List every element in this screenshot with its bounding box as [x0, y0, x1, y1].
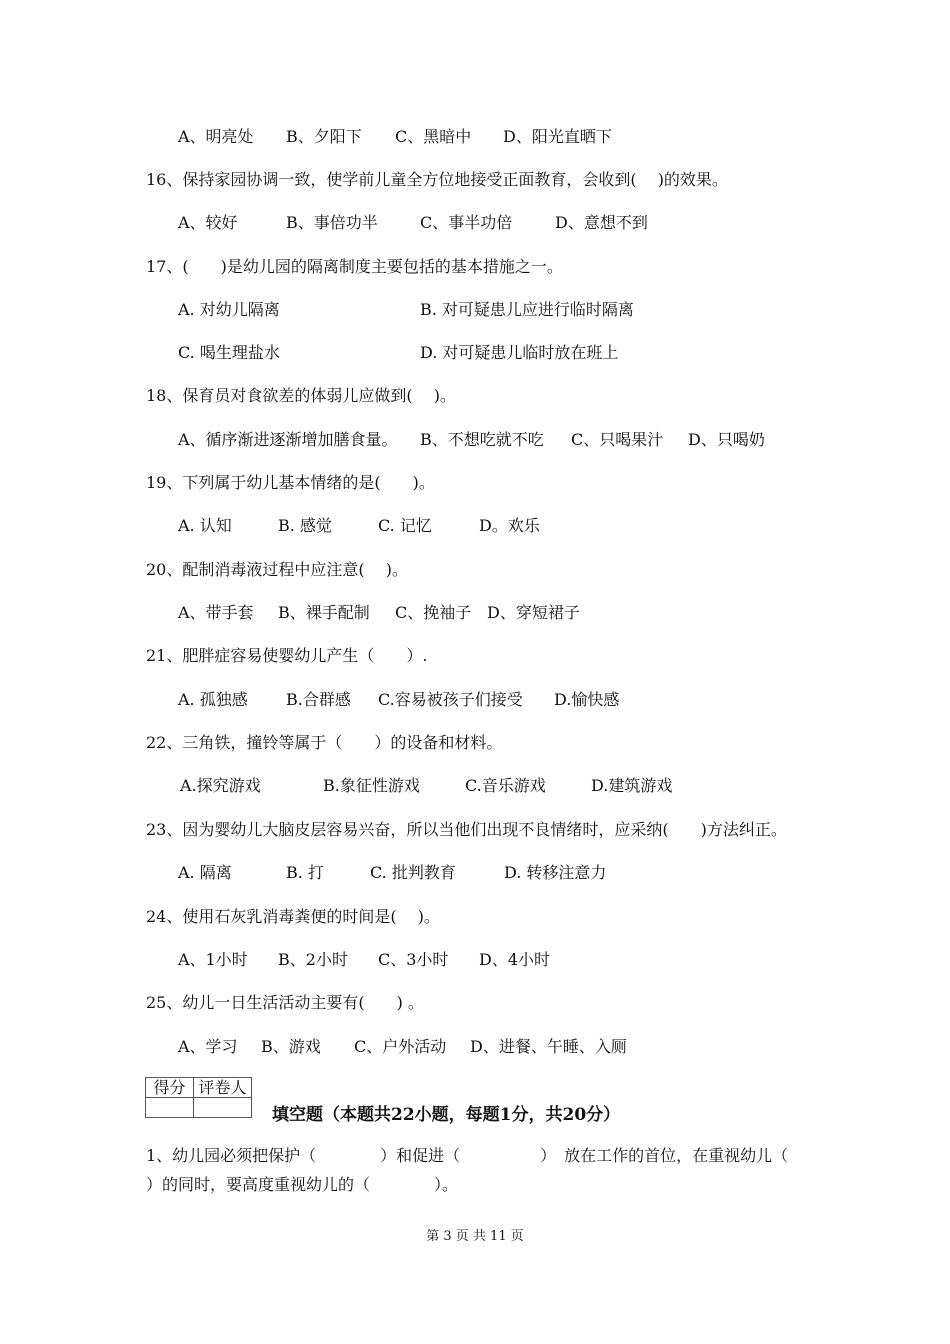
- q15-option-d: D、阳光直晒下: [503, 127, 612, 146]
- q24-option-c: C、3小时: [378, 950, 449, 969]
- score-header: 得分: [146, 1078, 194, 1098]
- q22-option-a: A.探究游戏: [180, 776, 261, 795]
- q16-stem: 16、保持家园协调一致，使学前儿童全方位地接受正面教育，会收到( )的效果。: [146, 170, 728, 189]
- q16-option-b: B、事倍功半: [286, 213, 378, 232]
- q21-option-c: C.容易被孩子们接受: [378, 690, 523, 709]
- q23-option-b: B. 打: [286, 863, 324, 882]
- q16-option-d: D、意想不到: [555, 213, 648, 232]
- q15-option-b: B、夕阳下: [286, 127, 362, 146]
- grader-cell: [194, 1098, 252, 1118]
- fill1-line2: ）的同时，要高度重视幼儿的（ ）。: [146, 1175, 459, 1194]
- q22-stem: 22、三角铁，撞铃等属于（ ）的设备和材料。: [146, 733, 503, 752]
- q20-option-d: D、穿短裙子: [487, 603, 580, 622]
- q25-option-c: C、户外活动: [354, 1037, 447, 1056]
- q24-stem: 24、使用石灰乳消毒粪便的时间是( )。: [146, 907, 440, 926]
- q18-option-c: C、只喝果汁: [571, 430, 664, 449]
- q23-stem: 23、因为婴幼儿大脑皮层容易兴奋，所以当他们出现不良情绪时，应采纳( )方法纠正。: [146, 820, 787, 839]
- q20-option-c: C、挽袖子: [395, 603, 472, 622]
- q17-option-a: A. 对幼儿隔离: [178, 300, 280, 319]
- q22-option-c: C.音乐游戏: [465, 776, 546, 795]
- fill1-line1: 1、幼儿园必须把保护（ ）和促进（ ） 放在工作的首位，在重视幼儿（: [146, 1146, 789, 1165]
- q17-option-b: B. 对可疑患儿应进行临时隔离: [420, 300, 634, 319]
- q18-option-b: B、不想吃就不吃: [420, 430, 544, 449]
- q18-option-a: A、循序渐进逐渐增加膳食量。: [178, 430, 398, 449]
- q25-option-b: B、游戏: [261, 1037, 321, 1056]
- q24-option-b: B、2小时: [278, 950, 348, 969]
- q15-option-a: A、明亮处: [178, 127, 254, 146]
- q22-option-b: B.象征性游戏: [323, 776, 420, 795]
- q20-option-a: A、带手套: [178, 603, 254, 622]
- q21-option-b: B.合群感: [286, 690, 351, 709]
- q21-option-d: D.愉快感: [554, 690, 620, 709]
- q20-option-b: B、裸手配制: [278, 603, 370, 622]
- q16-option-c: C、事半功倍: [420, 213, 513, 232]
- section-title: 填空题（本题共22小题，每题1分，共20分）: [272, 1105, 621, 1125]
- q17-option-c: C. 喝生理盐水: [178, 343, 280, 362]
- q22-option-d: D.建筑游戏: [591, 776, 673, 795]
- grader-header: 评卷人: [194, 1078, 252, 1098]
- score-table: [145, 1077, 252, 1118]
- q19-stem: 19、下列属于幼儿基本情绪的是( )。: [146, 473, 435, 492]
- q15-option-c: C、黑暗中: [395, 127, 472, 146]
- page-footer: 第 3 页 共 11 页: [426, 1229, 524, 1244]
- q21-stem: 21、肥胖症容易使婴幼儿产生（ ）.: [146, 646, 428, 665]
- q24-option-a: A、1小时: [178, 950, 248, 969]
- q16-option-a: A、较好: [178, 213, 238, 232]
- q21-option-a: A. 孤独感: [178, 690, 248, 709]
- q17-stem: 17、( )是幼儿园的隔离制度主要包括的基本措施之一。: [146, 257, 563, 276]
- q19-option-d: D。欢乐: [479, 516, 540, 535]
- q23-option-a: A. 隔离: [178, 863, 232, 882]
- score-cell: [146, 1098, 194, 1118]
- q25-stem: 25、幼儿一日生活活动主要有( ) 。: [146, 993, 424, 1012]
- q25-option-d: D、进餐、午睡、入厕: [470, 1037, 627, 1056]
- q23-option-c: C. 批判教育: [370, 863, 456, 882]
- q17-option-d: D. 对可疑患儿临时放在班上: [420, 343, 619, 362]
- q19-option-b: B. 感觉: [278, 516, 332, 535]
- q18-stem: 18、保育员对食欲差的体弱儿应做到( )。: [146, 386, 456, 405]
- q19-option-c: C. 记忆: [378, 516, 432, 535]
- q23-option-d: D. 转移注意力: [504, 863, 607, 882]
- q20-stem: 20、配制消毒液过程中应注意( )。: [146, 560, 408, 579]
- q25-option-a: A、学习: [178, 1037, 238, 1056]
- q19-option-a: A. 认知: [178, 516, 232, 535]
- q24-option-d: D、4小时: [479, 950, 551, 969]
- q18-option-d: D、只喝奶: [688, 430, 765, 449]
